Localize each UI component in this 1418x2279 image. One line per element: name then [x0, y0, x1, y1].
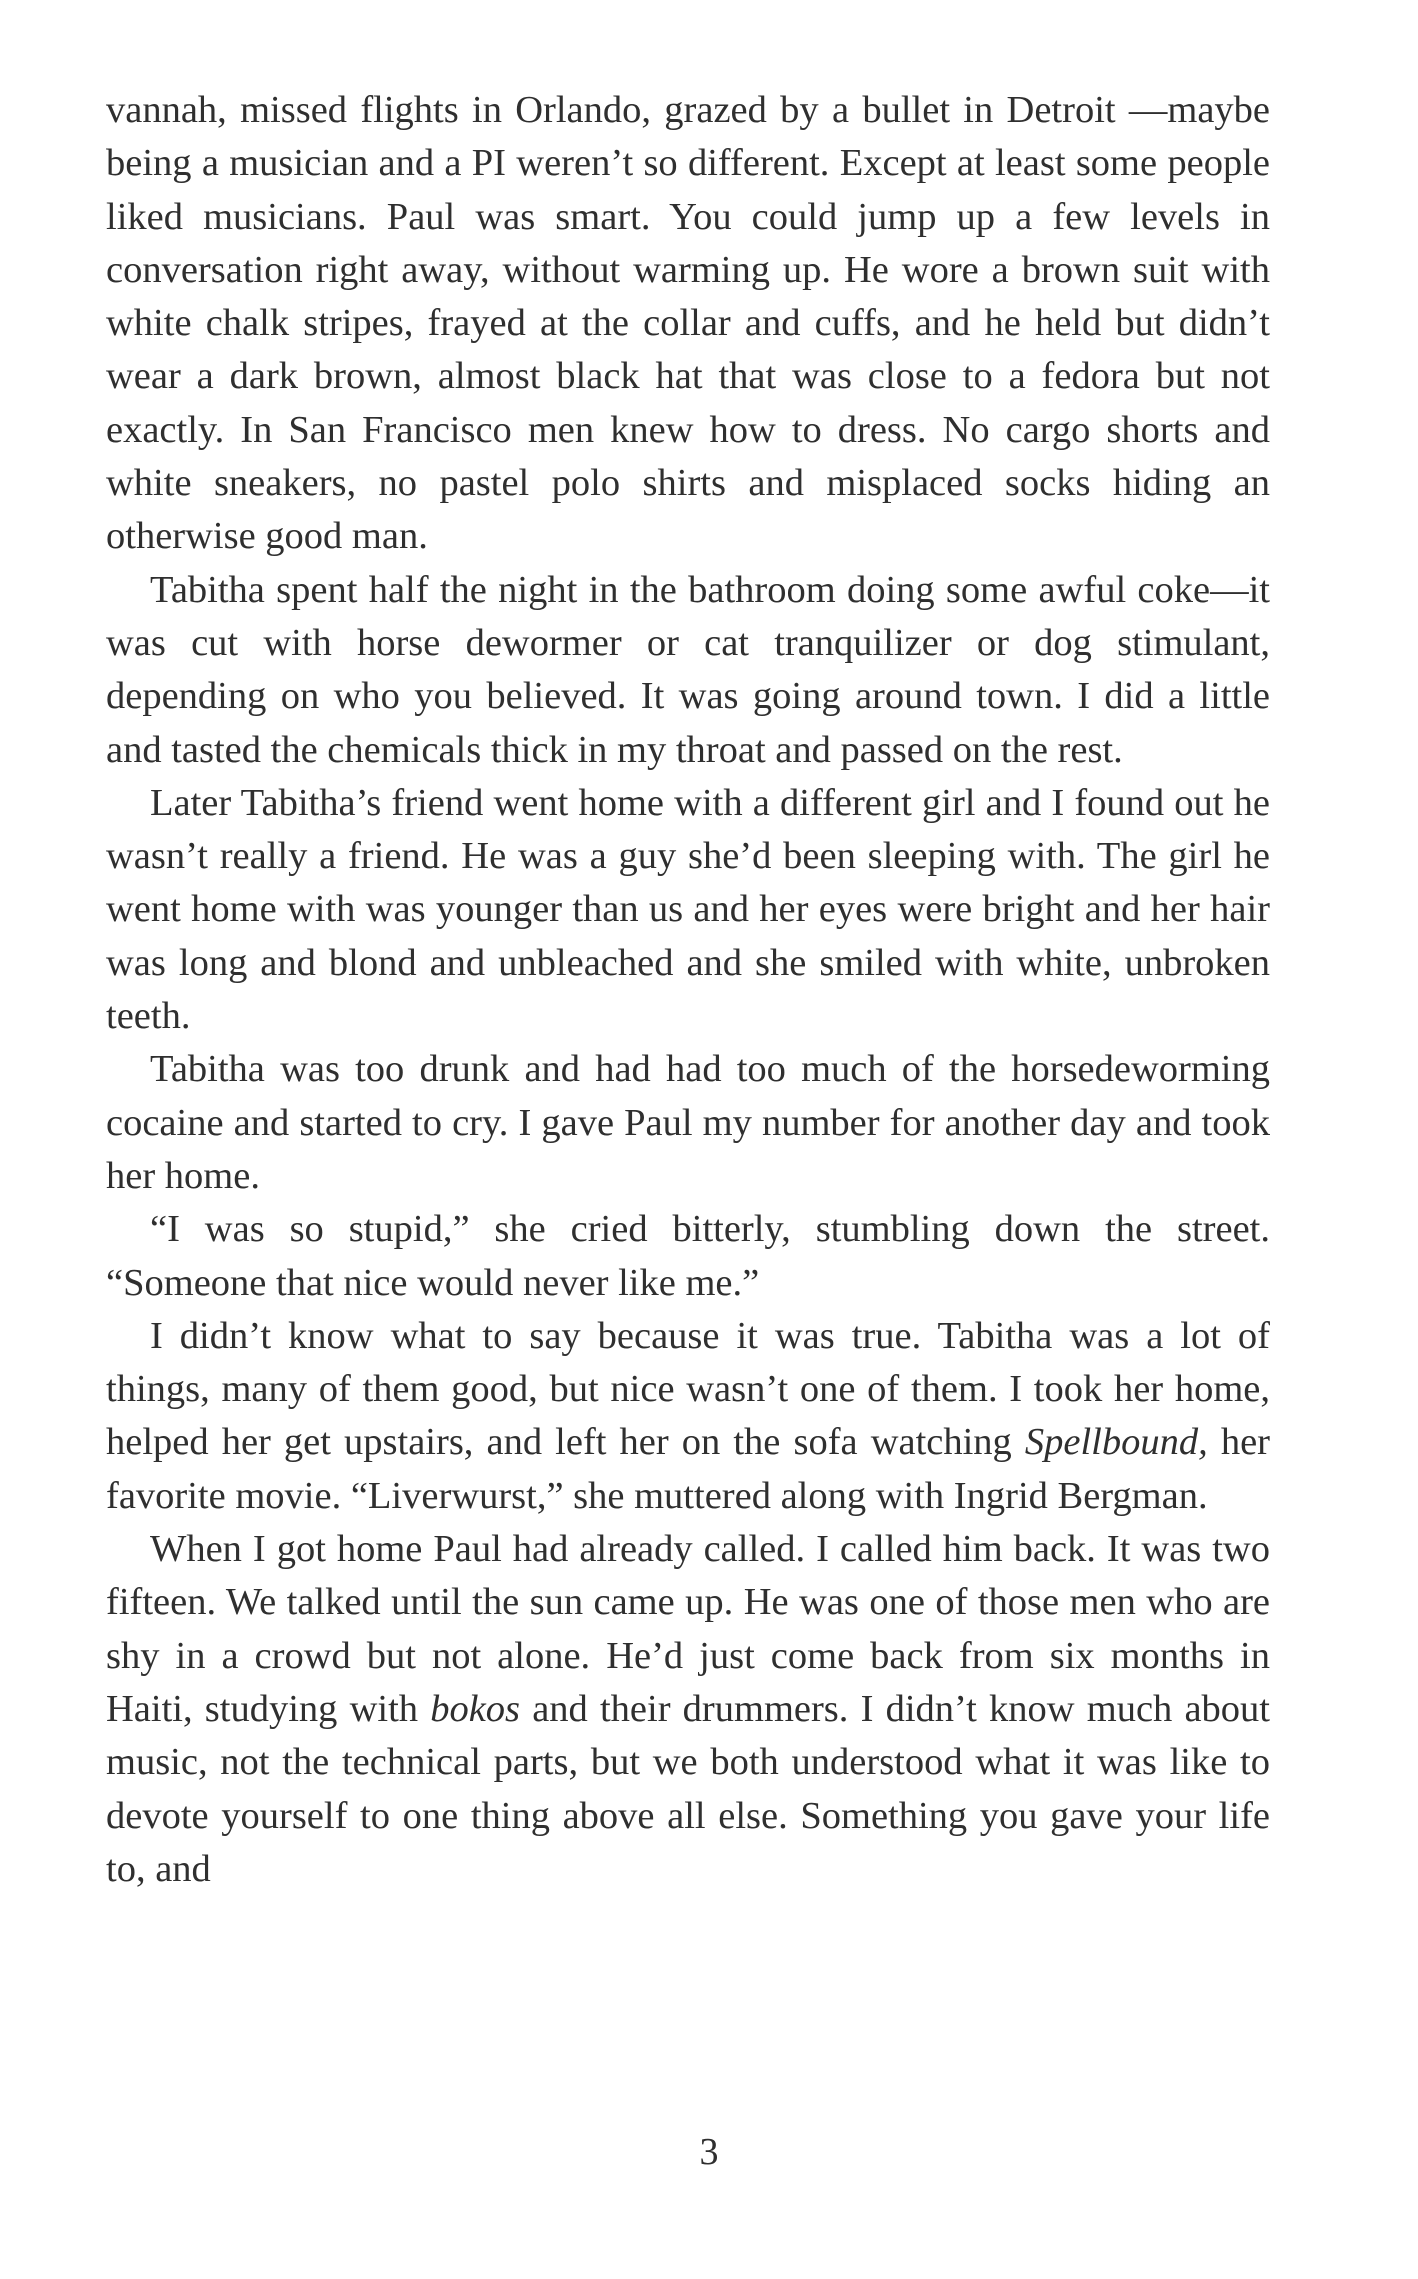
text-segment: her favorite movie. “Liverwurst,” she muttered along with Ingrid Bergman.: [106, 1421, 1270, 1517]
text-segment: Later Tabitha’s friend went home with a different girl and I found out he wasn’t really a friend. He was a guy she’d been sleeping with. The girl he went home with was younger than us and her eyes were bright and her hair was long and blond and unbleached and she smiled with white, unbroken teeth.: [106, 781, 1270, 1038]
text-segment: When I got home Paul had already called. I called him back. It was two fifteen. We talked until the sun came up. He was one of those men who are shy in a crowd but not alone. He’d just come back from six months in Haiti, studying with: [106, 1528, 1270, 1730]
page-number: 3: [699, 2131, 719, 2173]
text-segment: I didn’t know what to say because it was true. Tabitha was a lot of things, many of them good, but nice wasn’t one of them. I took her home, helped her get upstairs, and left her on the sofa watching: [106, 1314, 1270, 1464]
paragraph: [106, 84, 1270, 564]
paragraph: [106, 564, 1270, 777]
italic-word-bokos: bokos: [430, 1687, 521, 1730]
text-segment: Tabitha spent half the night in the bathroom doing some awful coke—it was cut with horse dewormer or cat tranquilizer or dog stimulant, depending on who you believed. It was going around town. I did a little and tasted the chemicals thick in my throat and passed on the rest.: [106, 568, 1270, 771]
paragraph: [106, 1523, 1270, 1896]
paragraph: [106, 1043, 1270, 1203]
text-segment: Tabitha was too drunk and had had too much of the horsedeworming cocaine and started to cry. I gave Paul my number for another day and took her home.: [106, 1048, 1270, 1197]
text-segment: “I was so stupid,” she cried bitterly, stumbling down the street. “Someone that nice would never like me.”: [106, 1208, 1270, 1304]
body-text: [106, 84, 1270, 1896]
paragraph: [106, 1310, 1270, 1523]
text-segment: and their drummers. I didn’t know much about music, not the technical parts, but we both understood what it was like to devote yourself to one thing above all else. Something you gave your life to, and: [106, 1687, 1270, 1890]
text-segment: vannah, missed flights in Orlando, grazed by a bullet in Detroit —maybe being a musician and a PI weren’t so different. Except at least some people liked musicians. Paul was smart. You could jump up a few levels in conversation right away, without warming up. He wore a brown suit with white chalk stripes, frayed at the collar and cuffs, and he held but didn’t wear a dark brown, almost black hat that was close to a fedora but not exactly. In San Francisco men knew how to dress. No cargo shorts and white sneakers, no pastel polo shirts and misplaced socks hiding an otherwise good man.: [106, 89, 1270, 558]
paragraph: [106, 777, 1270, 1043]
paragraph: [106, 1203, 1270, 1310]
italic-title-spellbound: Spellbound,: [1024, 1421, 1208, 1464]
